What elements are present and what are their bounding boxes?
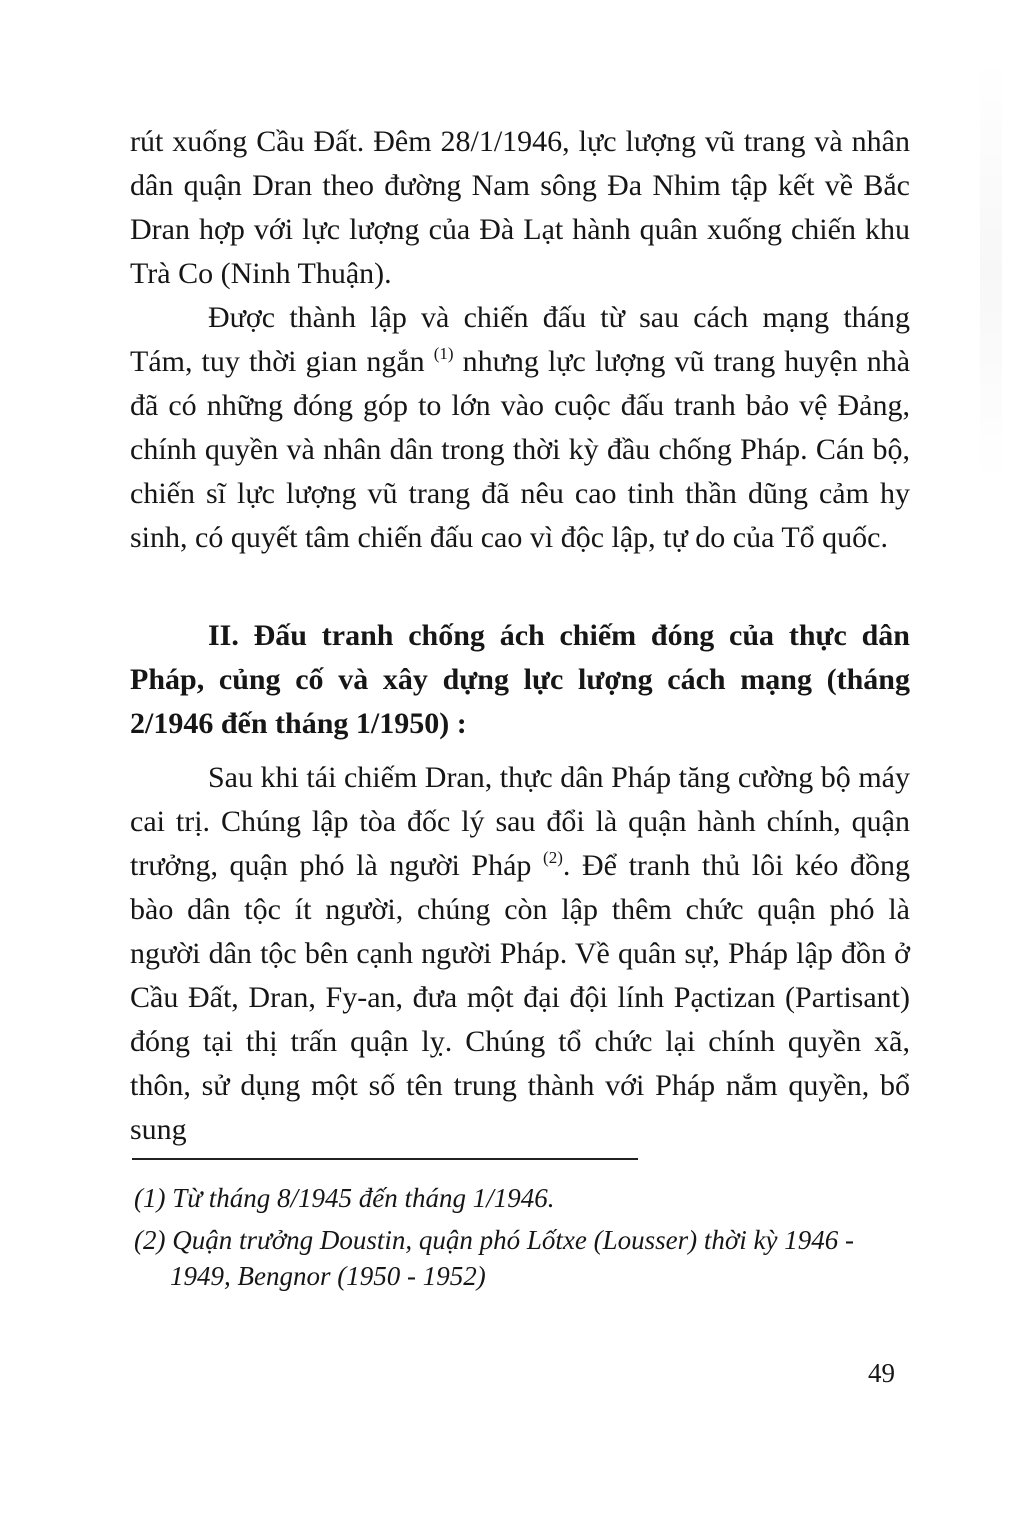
paragraph-reoccupation xyxy=(130,756,910,1152)
paragraph-continuation xyxy=(130,120,910,296)
paragraph-text: . Để tranh thủ lôi kéo đồng bào dân tộc ít người, chúng còn lập thêm chức quận phó là người dân tộc bên cạnh người Pháp. Về quân sự, Pháp lập đồn ở Cầu Đất, Dran, Fy-an, đưa một đại đội lính Pạctizan (Partisant) đóng tại thị trấn quận lỵ. Chúng tổ chức lại chính quyền xã, thôn, sử dụng một số tên trung thành với Pháp nắm quyền, bổ sung xyxy=(130,849,910,1146)
paragraph-text: Sau khi tái chiếm Dran, thực dân Pháp tăng cường bộ máy cai trị. Chúng lập tòa đốc lý sau đổi là quận hành chính, quận trưởng, quận phó là người Pháp xyxy=(130,761,910,882)
page-number: 49 xyxy=(868,1358,895,1388)
scan-shadow xyxy=(980,60,1002,480)
section-heading xyxy=(130,614,910,746)
paragraph-text: rút xuống Cầu Đất. Đêm 28/1/1946, lực lượng vũ trang và nhân dân quận Dran theo đường Nam sông Đa Nhim tập kết về Bắc Dran hợp với lực lượng của Đà Lạt hành quân xuống chiến khu Trà Co (Ninh Thuận). xyxy=(130,125,910,290)
paragraph-text: nhưng lực lượng vũ trang huyện nhà đã có những đóng góp to lớn vào cuộc đấu tranh bảo vệ Đảng, chính quyền và nhân dân trong thời kỳ đầu chống Pháp. Cán bộ, chiến sĩ lực lượng vũ trang đã nêu cao tinh thần dũng cảm hy sinh, có quyết tâm chiến đấu cao vì độc lập, tự do của Tổ quốc. xyxy=(130,345,911,554)
footnote-2: (2) Quận trưởng Doustin, quận phó Lốtxe (Lousser) thời kỳ 1946 - 1949, Bengnor (1950 - 1952) xyxy=(134,1225,854,1291)
footnote-ref-1: (1) xyxy=(433,344,454,363)
paragraph-text: Được thành lập và chiến đấu từ sau cách mạng tháng Tám, tuy thời gian ngắn xyxy=(130,301,910,378)
paragraph-armed-forces xyxy=(130,296,910,560)
footnote-1: (1) Từ tháng 8/1945 đến tháng 1/1946. xyxy=(134,1183,555,1213)
footnote-divider xyxy=(132,1158,638,1160)
heading-text: II. Đấu tranh chống ách chiếm đóng của thực dân Pháp, củng cố và xây dựng lực lượng cách mạng (tháng 2/1946 đến tháng 1/1950) : xyxy=(130,619,910,740)
footnote-ref-2: (2) xyxy=(543,848,563,867)
